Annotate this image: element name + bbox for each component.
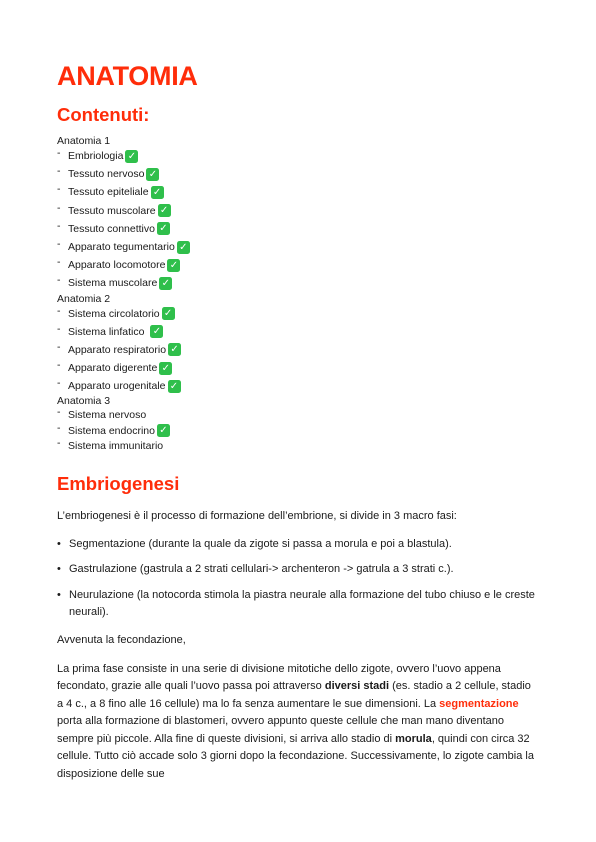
toc-item (57, 341, 537, 359)
toc-item-label: Tessuto connettivo (68, 222, 155, 235)
bullet-text: Segmentazione (durante la quale da zigote si passa a morula e poi a blastula). (69, 537, 452, 550)
list-dash: - (57, 183, 61, 196)
check-mark-button-icon: ✓ (167, 259, 180, 272)
paragraph-text: porta alla formazione di blastomeri, ovvero appunto queste cellule che man mano diventano sempre più piccole. Alla fine di queste divisioni, si arriva allo stadio di (57, 715, 504, 745)
toc-item-label: Tessuto nervoso (68, 168, 145, 181)
list-dash: - (57, 340, 61, 353)
check-mark-button-icon: ✓ (157, 424, 170, 437)
toc-group-label: Anatomia 2 (57, 292, 111, 305)
toc-item (57, 147, 537, 165)
toc-item (57, 359, 537, 377)
bold-term-diversi-stadi: diversi stadi (324, 680, 390, 693)
toc-item-label: Sistema endocrino (68, 424, 155, 437)
list-dash: - (57, 256, 61, 269)
list-dash: - (57, 421, 61, 434)
segmentation-paragraph (57, 661, 537, 784)
list-dash: - (57, 377, 61, 390)
list-dash: - (57, 201, 61, 214)
bullet-mark: • (57, 588, 61, 601)
list-dash: - (57, 274, 61, 287)
phase-list (57, 536, 537, 622)
check-mark-button-icon: ✓ (157, 222, 170, 235)
document-content (57, 58, 537, 784)
paragraph-text: (es. stadio a 2 cellule, stadio a 4 c., a 8 fino alle 16 cellule) ma lo fa senza aumentare le sue dimensioni. La (57, 680, 531, 710)
check-mark-button-icon: ✓ (168, 380, 181, 393)
list-item (57, 536, 537, 554)
paragraph-text: , quindi con circa 32 cellule. Tutto ciò accade solo 3 giorni dopo la fecondazione. Successivamente, lo zigote cambia la disposizione delle sue (57, 732, 534, 781)
toc-item-label: Sistema immunitario (68, 440, 164, 453)
check-mark-button-icon: ✓ (168, 343, 181, 356)
fecondazione-line: Avvenuta la fecondazione, (57, 633, 186, 646)
toc-item-label: Embriologia (68, 150, 124, 163)
list-dash: - (57, 165, 61, 178)
toc-item-label: Sistema circolatorio (68, 307, 160, 320)
toc-item (57, 256, 537, 274)
section-heading-embriogenesi: Embriogenesi (57, 472, 180, 494)
bullet-mark: • (57, 537, 61, 550)
list-dash: - (57, 304, 61, 317)
list-dash: - (57, 406, 61, 419)
toc-item-label: Apparato urogenitale (68, 380, 166, 393)
list-dash: - (57, 238, 61, 251)
contents-heading: Contenuti: (57, 104, 150, 125)
document-title: ANATOMIA (57, 61, 198, 91)
toc-item-label: Sistema linfatico (68, 325, 145, 338)
bullet-mark: • (57, 563, 61, 576)
toc-group-list (57, 407, 537, 454)
check-mark-button-icon: ✓ (162, 307, 175, 320)
toc-item (57, 220, 537, 238)
toc-item-label: Apparato locomotore (68, 259, 166, 272)
toc-group-label: Anatomia 3 (57, 395, 111, 408)
toc-item (57, 274, 537, 292)
toc-item-label: Apparato digerente (68, 362, 158, 375)
toc-item (57, 183, 537, 201)
toc-group-list (57, 305, 537, 396)
toc-group-label: Anatomia 1 (57, 135, 111, 147)
intro-paragraph: L’embriogenesi è il processo di formazione dell’embrione, si divide in 3 macro fasi: (57, 509, 457, 522)
bullet-text: Gastrulazione (gastrula a 2 strati cellulari-> archenteron -> gatrula a 3 strati c.). (69, 563, 454, 576)
toc-item (57, 438, 537, 454)
toc-item-label: Apparato tegumentario (68, 241, 175, 254)
check-mark-button-icon: ✓ (177, 241, 190, 254)
check-mark-button-icon: ✓ (151, 186, 164, 199)
paragraph-text: La prima fase consiste in una serie di divisione mitotiche dello zigote, ovvero l’uovo appena fecondato, grazie alle quali l’uovo passa poi attraverso (57, 662, 501, 693)
list-dash: - (57, 322, 61, 335)
list-dash: - (57, 219, 61, 232)
toc-item-label: Apparato respiratorio (68, 343, 167, 356)
toc-item (57, 323, 537, 341)
highlight-term-segmentazione: segmentazione (439, 697, 519, 710)
check-mark-button-icon: ✓ (158, 204, 171, 217)
bullet-text: Neurulazione (la notocorda stimola la piastra neurale alla formazione del tubo chiuso e le creste neurali). (69, 588, 535, 619)
list-item (57, 587, 537, 622)
toc-item (57, 407, 537, 423)
check-mark-button-icon: ✓ (146, 168, 159, 181)
toc-item (57, 202, 537, 220)
table-of-contents (57, 135, 537, 454)
toc-item (57, 423, 537, 439)
list-dash: - (57, 437, 61, 450)
section-body (57, 508, 537, 784)
bold-term-morula: morula (395, 732, 432, 745)
toc-item (57, 238, 537, 256)
toc-item (57, 377, 537, 395)
toc-item (57, 305, 537, 323)
check-mark-button-icon: ✓ (125, 150, 138, 163)
list-dash: - (57, 359, 61, 372)
toc-item-label: Sistema muscolare (68, 277, 158, 290)
check-mark-button-icon: ✓ (159, 362, 172, 375)
list-item (57, 561, 537, 579)
toc-item-label: Tessuto epiteliale (68, 186, 149, 199)
check-mark-button-icon: ✓ (150, 325, 163, 338)
toc-item-label: Sistema nervoso (68, 409, 147, 422)
toc-group-list (57, 147, 537, 293)
toc-item-label: Tessuto muscolare (68, 204, 156, 217)
toc-item (57, 165, 537, 183)
check-mark-button-icon: ✓ (159, 277, 172, 290)
list-dash: - (57, 147, 61, 160)
